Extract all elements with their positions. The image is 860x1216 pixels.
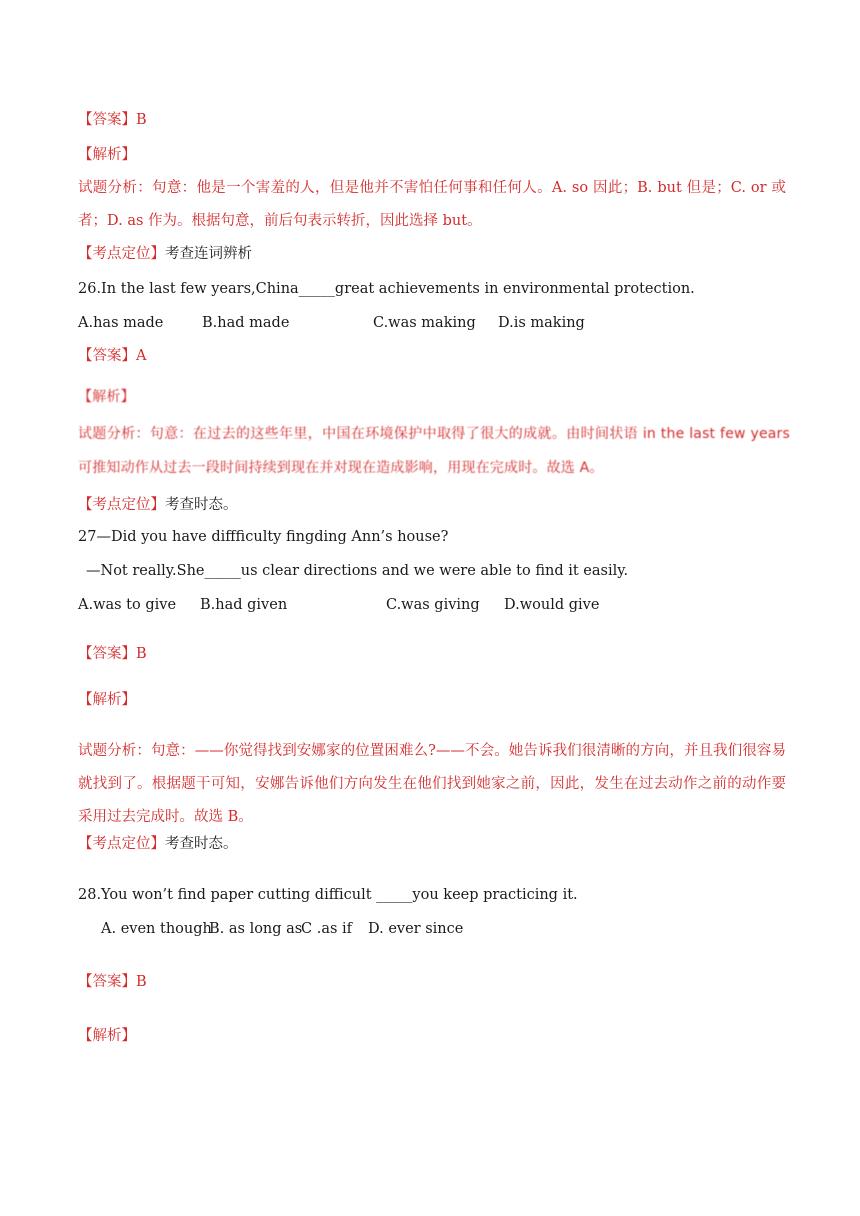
q27-analysis-text: 试题分析：句意：——你觉得找到安娜家的位置困难么?——不会。她告诉我们很清晰的方向，并且我们很容易就找到了。根据题干可知，安娜告诉他们方向发生在他们找到她家之前，因此，发生在过去动作之前的动作要采用过去完成时。故选 B。 [78, 743, 786, 825]
q28-option-a: A. even though [101, 921, 212, 937]
q27-option-d: D.would give [504, 597, 600, 613]
q25-answer: 【答案】B [78, 112, 147, 128]
knowledge-point-label: 【考点定位】 [78, 246, 165, 262]
q27-stem-question: 27—Did you have diffficulty fingding Ann’s house? [78, 529, 449, 545]
knowledge-point-text: 考查时态。 [165, 836, 238, 852]
q26-option-c: C.was making [373, 315, 476, 331]
q27-option-a: A.was to give [78, 597, 177, 613]
knowledge-point-text: 考查连词辨析 [165, 246, 252, 262]
knowledge-point-label: 【考点定位】 [78, 836, 165, 852]
q27-options [78, 595, 786, 615]
q26-analysis-label: 【解析】 [78, 389, 135, 405]
knowledge-point-label: 【考点定位】 [78, 497, 165, 513]
q28-option-c: C .as if [301, 921, 353, 937]
q27-stem-reply: —Not really.She_____us clear directions and we were able to find it easily. [86, 563, 629, 579]
q27-knowledge-point [78, 834, 786, 854]
q27-option-c: C.was giving [386, 597, 480, 613]
q26-option-a: A.has made [78, 315, 164, 331]
knowledge-point-text: 考查时态。 [165, 497, 238, 513]
q28-analysis-label: 【解析】 [78, 1028, 136, 1044]
q25-knowledge-point [78, 244, 786, 264]
q26-stem: 26.In the last few years,China_____great achievements in environmental protection. [78, 281, 695, 297]
q28-stem: 28.You won’t find paper cutting difficult _____you keep practicing it. [78, 887, 578, 903]
q26-answer: 【答案】A [78, 348, 147, 364]
q28-answer: 【答案】B [78, 974, 147, 990]
q28-option-d: D. ever since [368, 921, 464, 937]
q25-analysis-label: 【解析】 [78, 147, 136, 163]
q26-knowledge-point [78, 495, 786, 515]
q26-option-d: D.is making [498, 315, 585, 331]
q25-analysis-text: 试题分析：句意：他是一个害羞的人，但是他并不害怕任何事和任何人。A. so 因此；B. but 但是；C. or 或者；D. as 作为。根据句意，前后句表示转折，因此选择 but。 [78, 180, 786, 229]
q28-options [101, 919, 786, 939]
q26-analysis-text: 试题分析：句意：在过去的这些年里，中国在环境保护中取得了很大的成就。由时间状语 in the last few years 可推知动作从过去一段时间持续到现在并对现在造成影响，用现在完成时。故选 A。 [78, 426, 790, 476]
q27-analysis-label: 【解析】 [78, 692, 136, 708]
q27-answer: 【答案】B [78, 646, 147, 662]
q26-options [78, 313, 786, 333]
q26-option-b: B.had made [202, 315, 290, 331]
q28-option-b: B. as long as [209, 921, 303, 937]
q27-option-b: B.had given [200, 597, 288, 613]
